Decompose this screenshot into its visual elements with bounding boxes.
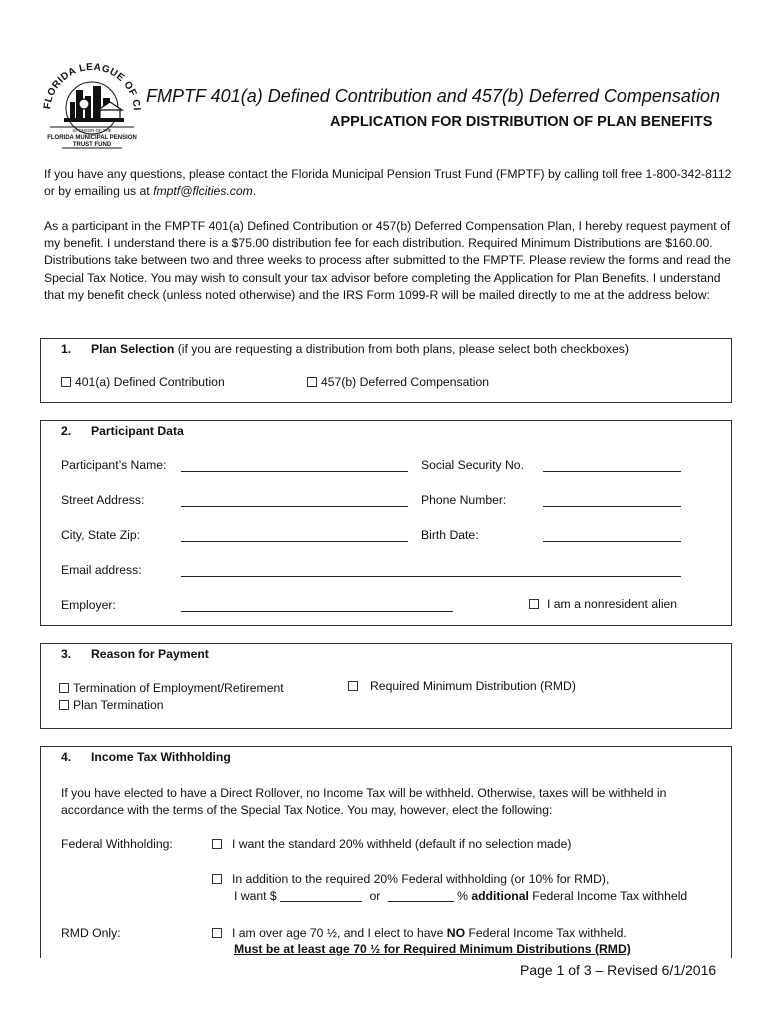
additional-i-want-text: I want $: [234, 889, 277, 903]
section-3-number: 3.: [61, 647, 72, 661]
option-termination[interactable]: [59, 681, 284, 695]
rmd-option-post: Federal Income Tax withheld.: [468, 926, 627, 940]
employer-field[interactable]: [181, 611, 453, 612]
section-2-number: 2.: [61, 424, 72, 438]
form-title: FMPTF 401(a) Defined Contribution and 457(b) Deferred Compensation: [146, 86, 720, 106]
street-address-label: Street Address:: [61, 493, 145, 507]
checkbox-457b[interactable]: [307, 377, 317, 387]
participant-name-label: Participant’s Name:: [61, 458, 167, 472]
additional-amount-line: [234, 889, 687, 903]
checkbox-additional-withholding[interactable]: [212, 874, 222, 884]
section-plan-selection: [40, 338, 732, 403]
section-participant-data: [40, 420, 732, 626]
checkbox-401a[interactable]: [61, 377, 71, 387]
option-additional-line1: In addition to the required 20% Federal withholding (or 10% for RMD),: [232, 872, 610, 886]
section-2-heading: [61, 424, 184, 438]
contact-paragraph: [44, 166, 734, 200]
ssn-field[interactable]: [543, 471, 681, 472]
checkbox-standard-withholding[interactable]: [212, 839, 222, 849]
ssn-label: Social Security No.: [421, 458, 524, 472]
city-state-zip-label: City, State Zip:: [61, 528, 141, 542]
page-footer: Page 1 of 3 – Revised 6/1/2016: [520, 962, 717, 978]
form-subtitle: APPLICATION FOR DISTRIBUTION OF PLAN BENEFITS: [330, 114, 713, 130]
option-rmd-label: Required Minimum Distribution (RMD): [370, 679, 576, 693]
checkbox-rmd-no-withholding[interactable]: [212, 928, 222, 938]
option-rmd[interactable]: [348, 679, 576, 693]
section-3-heading: [61, 647, 209, 661]
option-termination-label: Termination of Employment/Retirement: [73, 681, 284, 695]
logo-arc-text: FLORIDA LEAGUE OF CI: [42, 61, 143, 112]
rmd-age-note: Must be at least age 70 ½ for Required Minimum Distributions (RMD): [234, 942, 631, 956]
section-4-heading: [61, 750, 231, 764]
birth-date-label: Birth Date:: [421, 528, 479, 542]
phone-field[interactable]: [543, 506, 681, 507]
withholding-intro: If you have elected to have a Direct Rollover, no Income Tax will be withheld. Otherwise, taxes will be withheld in accordance with the terms of the Special Tax Notice. You may, however, elect the following:: [61, 786, 667, 817]
option-standard-withholding-label: I want the standard 20% withheld (default if no selection made): [232, 837, 572, 851]
section-1-number: 1.: [61, 342, 72, 356]
option-plan-termination[interactable]: [59, 698, 164, 712]
contact-email-link[interactable]: fmptf@flcities.com: [153, 184, 253, 199]
email-field[interactable]: [181, 576, 681, 577]
logo-graphic: [40, 52, 144, 160]
nonresident-alien-option[interactable]: [529, 597, 677, 611]
section-2-title: Participant Data: [91, 424, 184, 438]
section-4-number: 4.: [61, 750, 72, 764]
additional-or-text: or: [369, 889, 381, 903]
option-standard-withholding[interactable]: [212, 837, 571, 851]
checkbox-plan-termination[interactable]: [59, 700, 69, 710]
participant-name-field[interactable]: [181, 471, 408, 472]
birth-date-field[interactable]: [543, 541, 681, 542]
rmd-option-pre: I am over age 70 ½, and I elect to have: [232, 926, 444, 940]
section-1-heading: [61, 342, 629, 356]
contact-email-suffix: .: [252, 184, 257, 199]
logo-org-line1: FLORIDA MUNICIPAL PENSION: [47, 135, 137, 141]
additional-dollar-field[interactable]: [280, 890, 362, 902]
logo-org-line2: TRUST FUND: [72, 142, 112, 148]
additional-bold-text: additional: [471, 889, 529, 903]
intro-paragraph: As a participant in the FMPTF 401(a) Defined Contribution or 457(b) Deferred Compensation Plan, I hereby request payment of my benefit. I understand there is a $75.00 distribution fee for each distribution. Required Minimum Distributions are $160.00. Distributions take between two and three weeks to process after submitted to the FMPTF. Please review the forms and read the Special Tax Notice. You may wish to consult your tax advisor before completing the Application for Plan Benefits. I understand that my benefit check (unless noted otherwise) and the IRS Form 1099-R will be mailed directly to me at the address below:: [44, 219, 731, 302]
checkbox-nonresident-alien[interactable]: [529, 599, 539, 609]
employer-label: Employer:: [61, 598, 116, 612]
section-1-note: (if you are requesting a distribution from both plans, please select both checkboxes): [174, 342, 629, 356]
option-457b[interactable]: [307, 375, 489, 389]
section-3-title: Reason for Payment: [91, 647, 209, 661]
option-plan-termination-label: Plan Termination: [73, 698, 164, 712]
florida-league-of-cities-logo: [40, 52, 144, 160]
section-1-title: Plan Selection: [91, 342, 175, 356]
option-rmd-no-withholding[interactable]: [212, 926, 627, 940]
section-reason-for-payment: [40, 643, 732, 729]
section-4-title: Income Tax Withholding: [91, 750, 231, 764]
contact-text: If you have any questions, please contact the Florida Municipal Pension Trust Fund (FMPTF) by calling toll free 1-800-342-8112 or by emailing us at: [44, 167, 732, 199]
logo-sponsor-line: SPONSOR OF THE: [72, 128, 112, 133]
checkbox-termination[interactable]: [59, 683, 69, 693]
additional-tail-text: Federal Income Tax withheld: [532, 889, 688, 903]
street-address-field[interactable]: [181, 506, 408, 507]
checkbox-rmd[interactable]: [348, 681, 358, 691]
option-additional-withholding[interactable]: [212, 872, 609, 886]
email-label: Email address:: [61, 563, 142, 577]
rmd-only-label: RMD Only:: [61, 926, 121, 940]
phone-label: Phone Number:: [421, 493, 507, 507]
rmd-option-no: NO: [446, 926, 466, 940]
city-state-zip-field[interactable]: [181, 541, 408, 542]
section-income-tax-withholding: [40, 746, 732, 958]
nonresident-alien-label: I am a nonresident alien: [547, 597, 678, 611]
option-401a-label: 401(a) Defined Contribution: [75, 375, 225, 389]
federal-withholding-label: Federal Withholding:: [61, 837, 173, 851]
option-401a[interactable]: [61, 375, 225, 389]
additional-percent-field[interactable]: [388, 890, 454, 902]
option-457b-label: 457(b) Deferred Compensation: [321, 375, 490, 389]
additional-percent-sign: %: [457, 889, 468, 903]
